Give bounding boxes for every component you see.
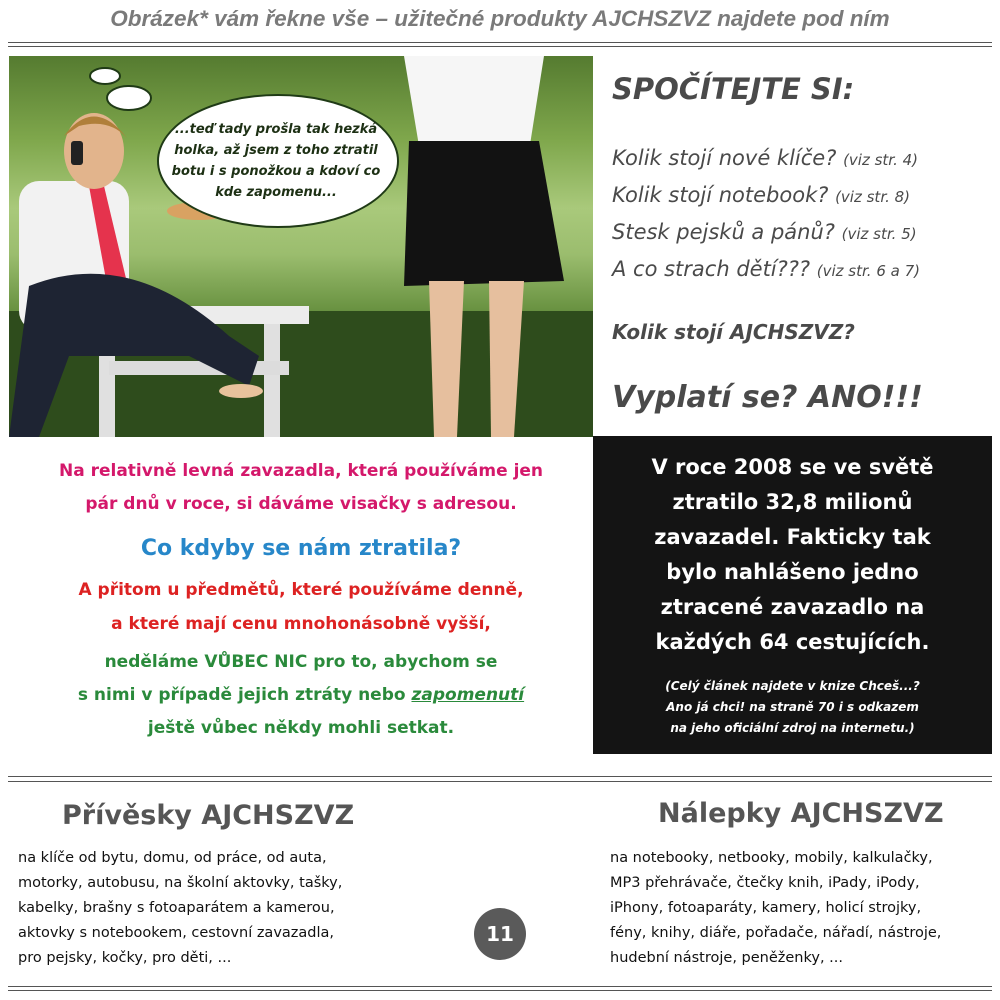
- thought-dot: [90, 68, 120, 84]
- page-reference: (viz str. 5): [841, 225, 917, 243]
- luggage-line: ještě vůbec někdy mohli setkat.: [147, 718, 455, 738]
- section-divider: [8, 776, 992, 777]
- page-reference: (viz str. 4): [843, 151, 919, 169]
- question-text: Kolik stojí notebook?: [612, 183, 829, 207]
- woman-skirt: [404, 141, 564, 286]
- emphasis-forgetting: zapomenutí: [411, 685, 525, 705]
- source-note: (Celý článek najdete v knize Chceš...? Ano já chci! na straně 70 i s odkazem na jeho oficiální zdroj na internetu.): [665, 679, 920, 735]
- luggage-question: Co kdyby se nám ztratila?: [140, 536, 462, 561]
- pendants-title: Přívěsky AJCHSZVZ: [62, 800, 355, 831]
- page-header-title: Obrázek* vám řekne vše – užitečné produkty AJCHSZVZ najdete pod ním: [110, 6, 890, 31]
- cost-question: Kolik stojí AJCHSZVZ?: [612, 320, 855, 344]
- luggage-line: a které mají cenu mnohonásobně vyšší,: [111, 614, 491, 634]
- luggage-line: pár dnů v roce, si dáváme visačky s adresou.: [85, 494, 517, 514]
- thought-bubble-text: ...teď tady prošla tak hezká holka, až jsem z toho ztratil botu i s ponožkou a kdoví co kde zapomenu...: [171, 122, 381, 200]
- bench-leg: [264, 324, 280, 437]
- bare-foot: [219, 384, 263, 398]
- footer-divider: [8, 986, 992, 987]
- page-reference: (viz str. 6 a 7): [816, 262, 920, 280]
- luggage-line: [9, 685, 593, 705]
- statistics-text: V roce 2008 se ve světě ztratilo 32,8 milionů zavazadel. Fakticky tak bylo nahlášeno jedno ztracené zavazadlo na každých 64 cestujících.: [651, 455, 934, 654]
- calc-question: [612, 220, 917, 244]
- phone: [71, 141, 83, 165]
- calc-heading: SPOČÍTEJTE SI:: [612, 72, 855, 106]
- header-divider-thin: [8, 46, 992, 47]
- luggage-line: neděláme VŮBEC NIC pro to, abychom se: [104, 652, 498, 672]
- stickers-title: Nálepky AJCHSZVZ: [658, 798, 944, 829]
- page-reference: (viz str. 8): [835, 188, 911, 206]
- calc-question: [612, 183, 910, 207]
- bench-rail: [109, 361, 289, 375]
- question-text: A co strach dětí???: [612, 257, 811, 281]
- thought-dot: [107, 86, 151, 110]
- question-text: Kolik stojí nové klíče?: [612, 146, 837, 170]
- section-divider-thin: [8, 781, 992, 782]
- page-number: 11: [474, 908, 526, 960]
- woman-blouse: [404, 56, 544, 151]
- calc-question: [612, 146, 918, 170]
- worth-answer: Vyplatí se? ANO!!!: [612, 380, 923, 415]
- luggage-line-text: s nimi v případě jejich ztráty nebo: [77, 685, 406, 705]
- calc-question: [612, 257, 920, 281]
- header-divider: [8, 42, 992, 43]
- question-text: Stesk pejsků a pánů?: [612, 220, 835, 244]
- stickers-description: na notebooky, netbooky, mobily, kalkulačky, MP3 přehrávače, čtečky knih, iPady, iPody, iPhony, fotoaparáty, kamery, holicí strojky, fény, knihy, diáře, pořadače, nářadí, nástroje, hudební nástroje, peněženky, ...: [610, 850, 942, 966]
- pendants-description: na klíče od bytu, domu, od práce, od auta, motorky, autobusu, na školní aktovky, tašky, kabelky, brašny s fotoaparátem a kamerou, aktovky s notebookem, cestovní zavazadla, pro pejsky, kočky, pro děti, ...: [18, 850, 343, 966]
- footer-divider-thin: [8, 990, 992, 991]
- illustration-photo: [9, 56, 593, 437]
- luggage-line: Na relativně levná zavazadla, která používáme jen: [58, 461, 544, 481]
- luggage-line: A přitom u předmětů, které používáme denně,: [78, 580, 524, 600]
